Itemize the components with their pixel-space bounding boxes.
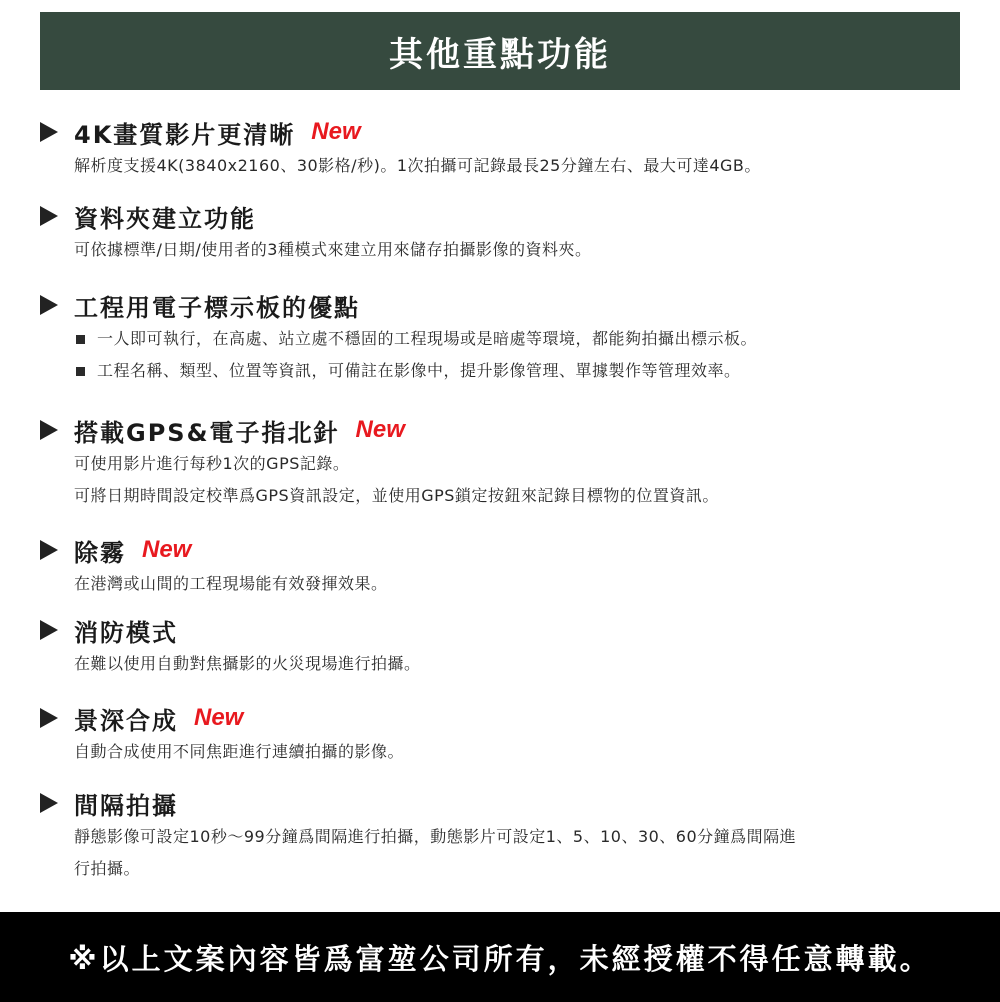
feature-title: 間隔拍攝 bbox=[74, 791, 178, 820]
triangle-bullet-icon bbox=[40, 620, 58, 640]
feature-defog bbox=[40, 532, 960, 600]
new-badge: New bbox=[142, 536, 192, 563]
new-badge: New bbox=[355, 416, 405, 443]
feature-description: 可依據標準/日期/使用者的3種模式來建立用來儲存拍攝影像的資料夾。 bbox=[74, 240, 592, 259]
triangle-bullet-icon bbox=[40, 122, 58, 142]
list-item-text: 一人即可執行，在高處、站立處不穩固的工程現場或是暗處等環境，都能夠拍攝出標示板。 bbox=[97, 329, 758, 348]
feature-title: 工程用電子標示板的優點 bbox=[74, 293, 360, 322]
square-bullet-icon bbox=[76, 335, 85, 344]
triangle-bullet-icon bbox=[40, 206, 58, 226]
feature-title: 除霧 bbox=[74, 538, 126, 567]
feature-description: 行拍攝。 bbox=[74, 859, 141, 878]
list-item bbox=[74, 323, 960, 355]
copyright-notice: ※以上文案內容皆爲富堃公司所有，未經授權不得任意轉載。 bbox=[68, 941, 932, 976]
list-item bbox=[74, 355, 960, 387]
feature-title: 資料夾建立功能 bbox=[74, 204, 256, 233]
new-badge: New bbox=[311, 118, 361, 145]
list-item-text: 工程名稱、類型、位置等資訊，可備註在影像中，提升影像管理、單據製作等管理效率。 bbox=[97, 361, 741, 380]
feature-4k-video bbox=[40, 114, 960, 182]
copyright-footer bbox=[0, 912, 1000, 1002]
feature-interval-shooting bbox=[40, 785, 960, 885]
square-bullet-icon bbox=[76, 367, 85, 376]
header-banner bbox=[40, 12, 960, 90]
feature-description: 自動合成使用不同焦距進行連續拍攝的影像。 bbox=[74, 742, 405, 761]
feature-electronic-board bbox=[40, 287, 960, 387]
feature-description: 在難以使用自動對焦攝影的火災現場進行拍攝。 bbox=[74, 654, 421, 673]
page-title: 其他重點功能 bbox=[389, 34, 611, 75]
triangle-bullet-icon bbox=[40, 540, 58, 560]
feature-title: 搭載GPS&電子指北針 bbox=[74, 418, 340, 447]
new-badge: New bbox=[194, 704, 244, 731]
feature-title: 景深合成 bbox=[74, 706, 178, 735]
feature-focus-stacking bbox=[40, 700, 960, 768]
triangle-bullet-icon bbox=[40, 420, 58, 440]
feature-title: 消防模式 bbox=[74, 618, 178, 647]
triangle-bullet-icon bbox=[40, 295, 58, 315]
triangle-bullet-icon bbox=[40, 708, 58, 728]
feature-description: 解析度支援4K(3840x2160、30影格/秒)。1次拍攝可記錄最長25分鐘左右、最大可達4GB。 bbox=[74, 156, 761, 175]
triangle-bullet-icon bbox=[40, 793, 58, 813]
feature-title: 4K畫質影片更清晰 bbox=[74, 120, 296, 149]
feature-description: 可將日期時間設定校準爲GPS資訊設定，並使用GPS鎖定按鈕來記錄目標物的位置資訊。 bbox=[74, 486, 719, 505]
feature-description: 靜態影像可設定10秒～99分鐘爲間隔進行拍攝，動態影片可設定1、5、10、30、60分鐘爲間隔進 bbox=[74, 827, 797, 846]
feature-fire-mode bbox=[40, 612, 960, 680]
feature-folder-creation bbox=[40, 198, 960, 266]
feature-gps-compass bbox=[40, 412, 960, 512]
feature-description: 可使用影片進行每秒1次的GPS記錄。 bbox=[74, 454, 350, 473]
feature-description: 在港灣或山間的工程現場能有效發揮效果。 bbox=[74, 574, 388, 593]
